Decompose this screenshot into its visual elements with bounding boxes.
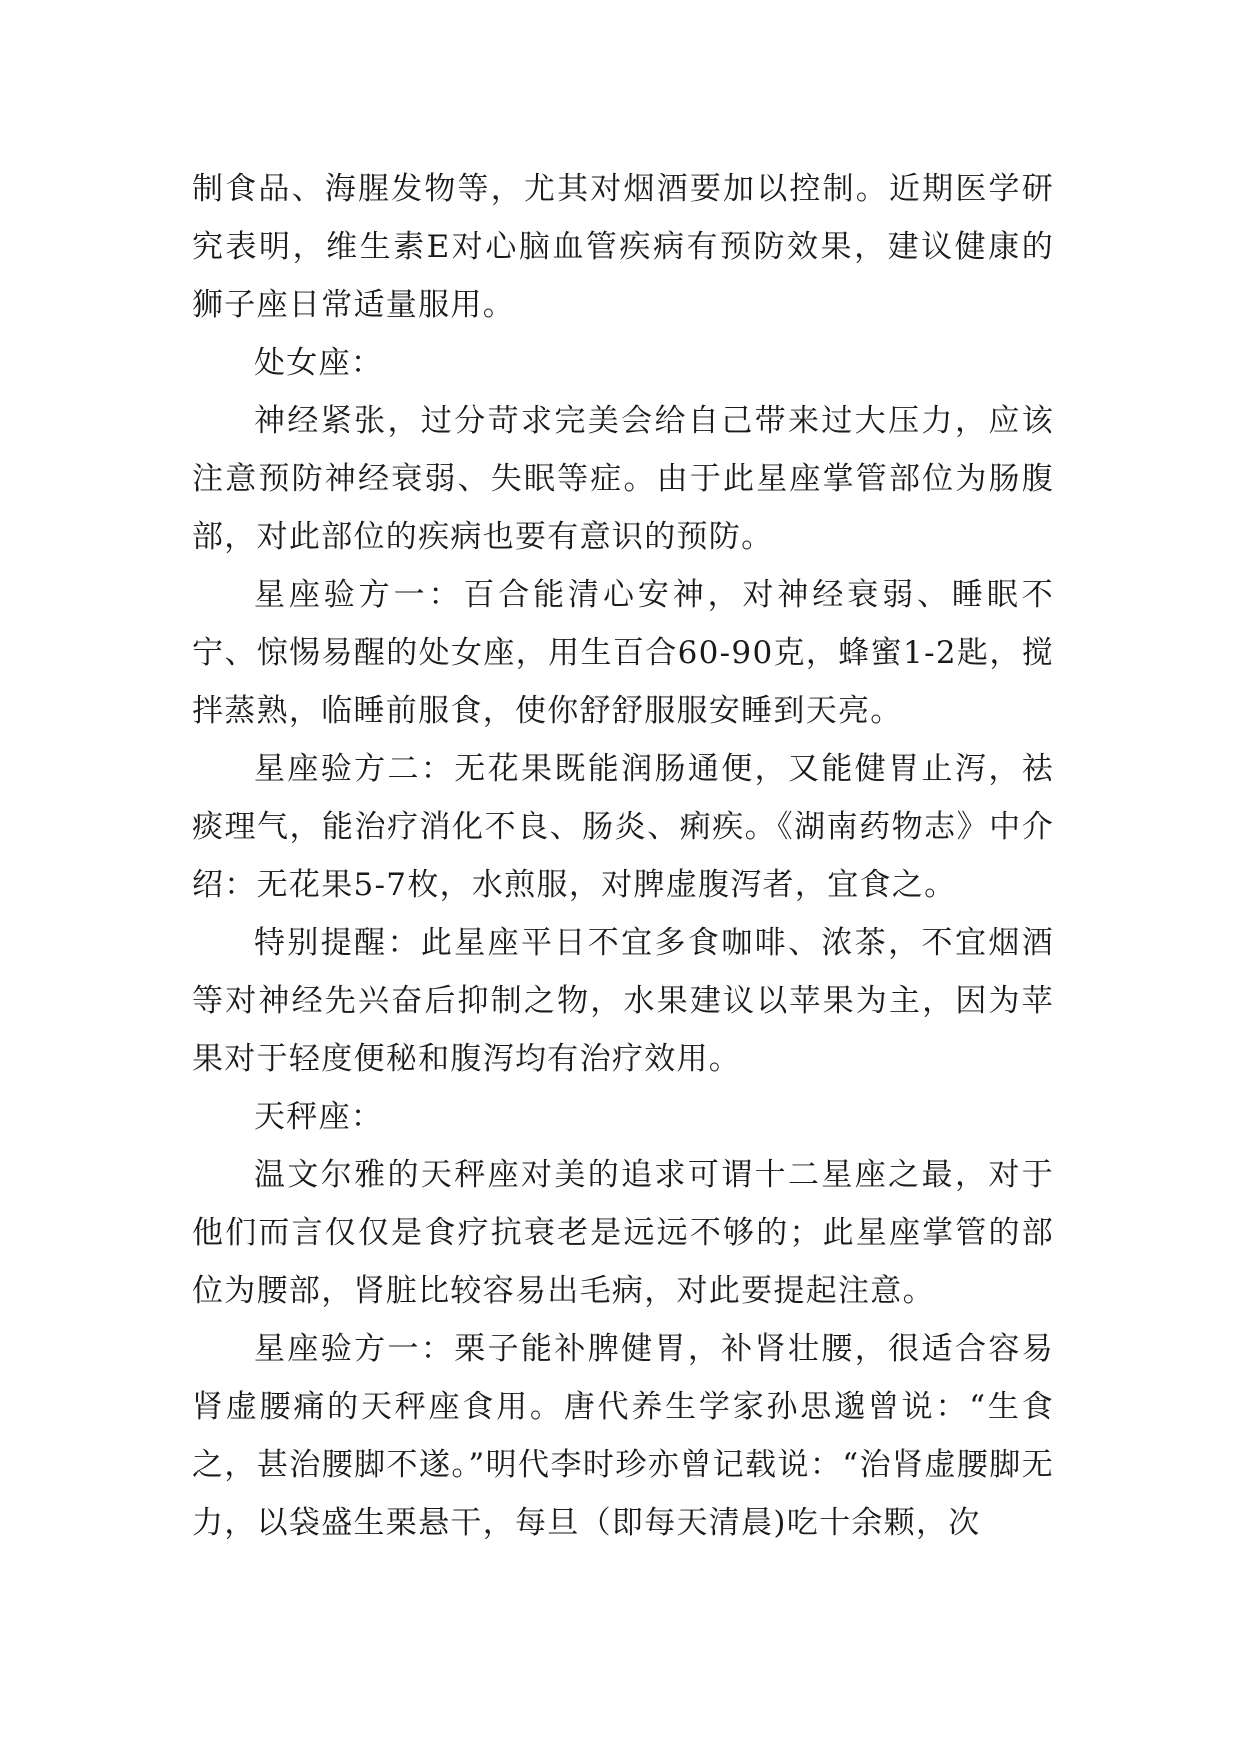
heading-virgo: 处女座： [254, 345, 384, 381]
paragraph-virgo-remedy-2: 星座验方二：无花果既能润肠通便，又能健胃止泻，祛痰理气，能治疗消化不良、肠炎、痢疾。《湖南药物志》中介绍：无花果5-7枚，水煎服，对脾虚腹泻者，宜食之。 [192, 751, 1054, 903]
heading-libra: 天秤座： [254, 1099, 384, 1135]
paragraph-virgo-intro: 神经紧张，过分苛求完美会给自己带来过大压力，应该注意预防神经衰弱、失眠等症。由于此星座掌管部位为肠腹部，对此部位的疾病也要有意识的预防。 [192, 403, 1054, 555]
paragraph-libra-intro: 温文尔雅的天秤座对美的追求可谓十二星座之最，对于他们而言仅仅是食疗抗衰老是远远不够的；此星座掌管的部位为腰部，肾脏比较容易出毛病，对此要提起注意。 [192, 1157, 1054, 1309]
paragraph-virgo-reminder: 特别提醒：此星座平日不宜多食咖啡、浓茶，不宜烟酒等对神经先兴奋后抑制之物，水果建议以苹果为主，因为苹果对于轻度便秘和腹泻均有治疗效用。 [192, 925, 1054, 1077]
paragraph-continuation: 制食品、海腥发物等，尤其对烟酒要加以控制。近期医学研究表明，维生素E对心脑血管疾病有预防效果，建议健康的狮子座日常适量服用。 [192, 171, 1054, 323]
paragraph-virgo-remedy-1: 星座验方一：百合能清心安神，对神经衰弱、睡眠不宁、惊惕易醒的处女座，用生百合60-90克，蜂蜜1-2匙，搅拌蒸熟，临睡前服食，使你舒舒服服安睡到天亮。 [192, 577, 1054, 729]
paragraph-libra-remedy-1: 星座验方一：栗子能补脾健胃，补肾壮腰，很适合容易肾虚腰痛的天秤座食用。唐代养生学家孙思邈曾说：“生食之，甚治腰脚不遂。”明代李时珍亦曾记载说：“治肾虚腰脚无力，以袋盛生栗悬干，每旦（即每天清晨)吃十余颗，次 [192, 1331, 1054, 1541]
document-body [192, 160, 1054, 1552]
